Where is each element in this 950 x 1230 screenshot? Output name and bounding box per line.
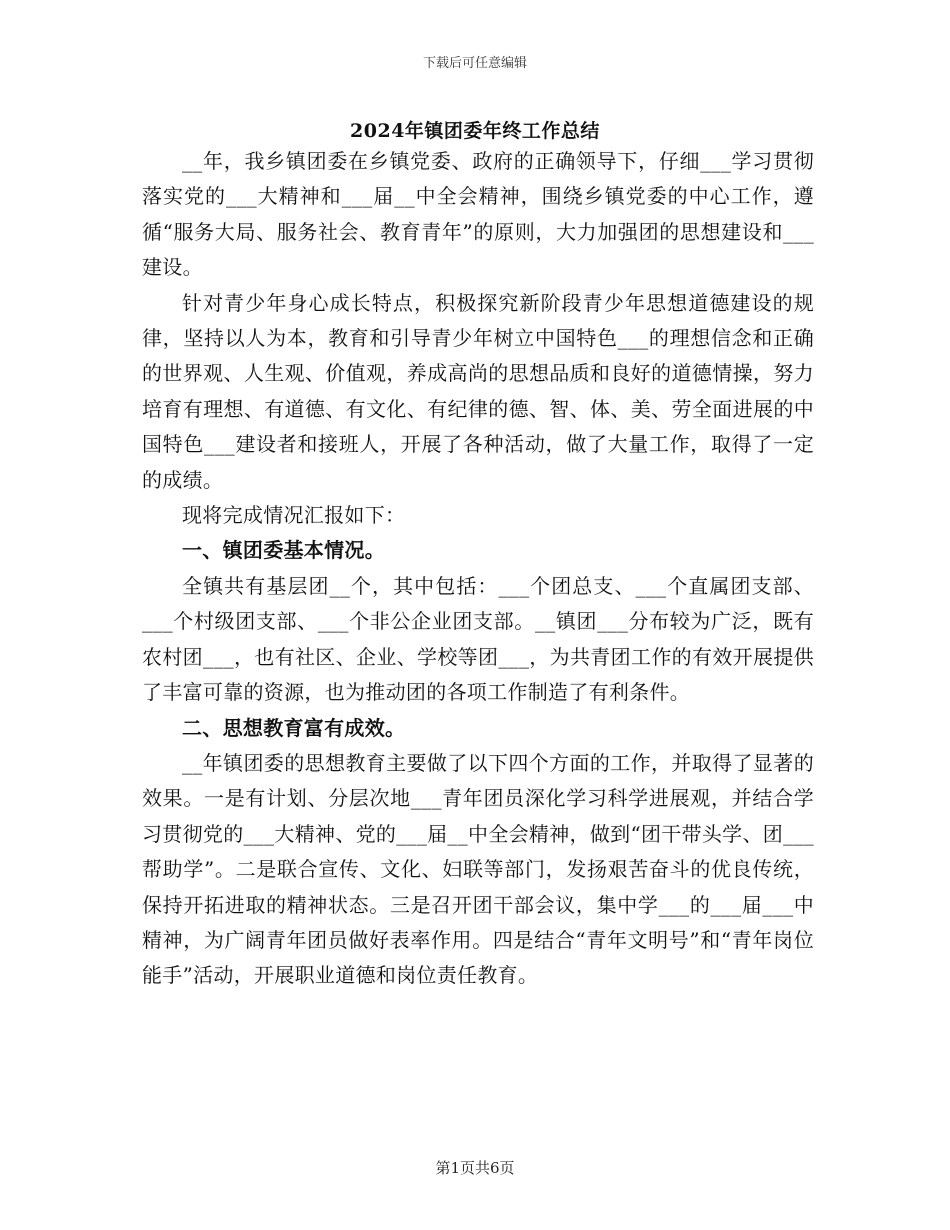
paragraph-report-lead: 现将完成情况汇报如下：	[182, 503, 406, 528]
paragraph-intro: __年，我乡镇团委在乡镇党委、政府的正确领导下，仔细___学习贯彻落实党的___大精神和___届__中全会精神，围绕乡镇党委的中心工作，遵循“服务大局、服务社会、教育青年”的原则，大力加强团的思想建设和___建设。	[142, 149, 814, 280]
section-heading-basic-situation: 一、镇团委基本情况。	[182, 538, 385, 563]
paragraph-ideological-education: __年镇团委的思想教育主要做了以下四个方面的工作，并取得了显著的效果。一是有计划、分层次地___青年团员深化学习科学进展观，并结合学习贯彻党的___大精神、党的___届__中全会精神，做到“团干带头学、团___帮助学”。二是联合宣传、文化、妇联等部门，发扬艰苦奋斗的优良传统，保持开拓进取的精神状态。三是召开团干部会议，集中学___的___届___中精神，为广阔青年团员做好表率作用。四是结合“青年文明号”和“青年岗位能手”活动，开展职业道德和岗位责任教育。	[142, 750, 814, 988]
section-heading-ideological-education: 二、思想教育富有成效。	[182, 715, 406, 740]
document-title: 2024年镇团委年终工作总结	[350, 120, 600, 142]
document-body	[142, 144, 814, 994]
paragraph-youth-education: 针对青少年身心成长特点，积极探究新阶段青少年思想道德建设的规律，坚持以人为本，教育和引导青少年树立中国特色___的理想信念和正确的世界观、人生观、价值观，养成高尚的思想品质和良好的道德情操，努力培育有理想、有道德、有文化、有纪律的德、智、体、美、劳全面进展的中国特色___建设者和接班人，开展了各种活动，做了大量工作，取得了一定的成绩。	[142, 290, 814, 492]
header-note: 下载后可任意编辑	[422, 56, 527, 71]
page-number-footer: 第1页共6页	[435, 1159, 515, 1177]
paragraph-basic-situation: 全镇共有基层团__个，其中包括：___个团总支、___个直属团支部、___个村级团支部、___个非公企业团支部。__镇团___分布较为广泛，既有农村团___，也有社区、企业、学校等团___，为共青团工作的有效开展提供了丰富可靠的资源，也为推动团的各项工作制造了有利条件。	[142, 573, 814, 705]
